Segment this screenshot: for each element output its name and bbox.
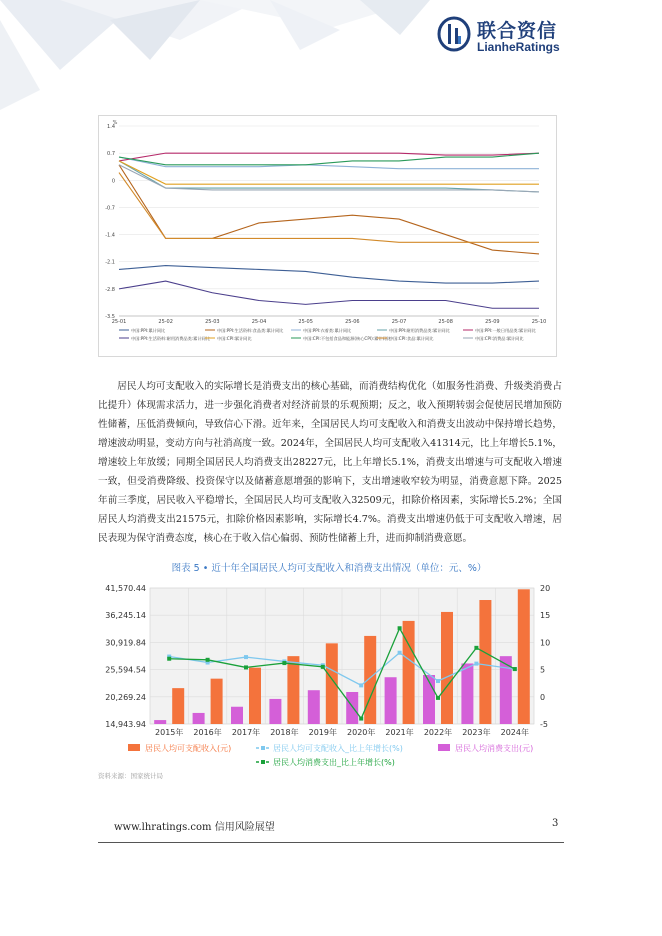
y-left-tick-label: 20,269.24 — [105, 692, 146, 702]
y-unit-label: % — [112, 120, 118, 126]
y-right-tick-label: 10 — [540, 638, 551, 648]
series-line — [119, 281, 539, 308]
x-tick-label: 2019年 — [308, 728, 337, 737]
x-tick-label: 25-10 — [531, 319, 547, 325]
growth-point — [359, 683, 363, 687]
footer-url[interactable]: www.lhratings.com 信用风险展望 — [114, 822, 275, 833]
income-bar — [441, 612, 453, 724]
legend-label: 居民人均消费支出(元) — [455, 744, 534, 753]
income-bar — [172, 688, 184, 724]
growth-point — [436, 679, 440, 683]
legend-label: 中国:PPI:衣着类:累计同比 — [303, 327, 352, 333]
x-tick-label: 2017年 — [231, 728, 261, 737]
growth-point — [244, 665, 248, 669]
legend-label: 中国:PPI:耐用消费品类:累计同比 — [389, 327, 450, 333]
page-number: 3 — [552, 818, 559, 829]
consumption-bar — [346, 692, 358, 724]
x-tick-label: 2016年 — [193, 728, 222, 737]
body-paragraph: 居民人均可支配收入的实际增长是消费支出的核心基础，而消费结构优化（如服务性消费、升级类消费占比提升）体现需求活力，进一步强化消费者对经济前景的乐观预期；反之，收入预期转弱会促使居民增加预防性储蓄，压低消费倾向，导致信心下滑。近年来，全国居民人均可支配收入和消费支出波动中保持增长趋势，增速波动明显，变动方向与社消高度一致。2024年，全国居民人均可支配收入41314元，比上年增长5.1%，增速较上年放缓；同期全国居民人均消费支出28227元，比上年增长5.1%，消费支出增速与可支配收入增速一致，但受消费降级、投资保守以及储蓄意愿增强的影响下，支出增速收窄较为明显，消费意愿下降。2025年前三季度，居民收入平稳增长，全国居民人均可支配收入32509元，扣除价格因素，实际增长5.2%；全国居民人均消费支出21575元，扣除价格因素影响，实际增长4.7%。消费支出增速仍低于可支配收入增速，居民表现为保守消费态度，核心在于收入信心偏弱、预防性储蓄上升，进而抑制消费意愿。 — [98, 381, 562, 544]
legend-label: 中国:CPI:不包括食品和能源(核心CPI):累计同比 — [303, 335, 391, 341]
brand-logo — [437, 14, 577, 58]
legend-label: 中国:PPI:累计同比 — [131, 327, 166, 333]
y-tick-label: 1.4 — [107, 124, 115, 130]
growth-point — [398, 626, 402, 630]
figure-caption: 图表 5 • 近十年全国居民人均可支配收入和消费支出情况（单位：元、%） — [171, 563, 487, 574]
legend-label: 居民人均消费支出_比上年增长(%) — [273, 758, 395, 767]
x-tick-label: 2015年 — [155, 728, 184, 737]
legend-label: 中国:PPI:一般日用品类:累计同比 — [475, 327, 536, 333]
consumption-bar — [269, 699, 281, 724]
y-left-tick-label: 41,570.44 — [105, 584, 146, 593]
x-tick-label: 25-07 — [391, 319, 407, 325]
y-tick-label: 0 — [111, 178, 115, 185]
price-index-chart — [98, 115, 557, 357]
income-bar — [211, 679, 223, 724]
income-bar — [518, 589, 530, 724]
growth-point — [167, 657, 171, 661]
x-tick-label: 25-04 — [251, 319, 267, 325]
income-bar — [249, 668, 261, 724]
y-tick-label: -1.4 — [105, 232, 115, 239]
growth-point — [321, 665, 325, 669]
x-tick-label: 25-01 — [111, 319, 127, 325]
x-tick-label: 25-08 — [438, 319, 453, 325]
y-right-tick-label: 0 — [540, 692, 546, 702]
x-tick-label: 2021年 — [385, 728, 414, 737]
y-left-tick-label: 14,943.94 — [105, 720, 146, 729]
x-tick-label: 2018年 — [270, 728, 299, 737]
legend-label: 居民人均可支配收入(元) — [145, 744, 232, 753]
x-tick-label: 25-02 — [158, 319, 173, 325]
price-index-chart-svg — [99, 116, 556, 356]
brand-name-cn: 联合资信 — [477, 20, 558, 42]
legend-label: 中国:CPI:食品:累计同比 — [389, 335, 434, 341]
x-tick-label: 25-03 — [205, 319, 220, 325]
income-bar — [479, 600, 491, 724]
y-right-tick-label: 15 — [540, 611, 551, 621]
y-left-tick-label: 36,245.14 — [105, 611, 146, 621]
income-consumption-chart — [98, 578, 562, 770]
legend-label: 中国:CPI:消费品:累计同比 — [475, 335, 524, 341]
y-tick-label: 0.7 — [107, 151, 115, 158]
x-tick-label: 25-05 — [298, 319, 313, 325]
x-tick-label: 25-09 — [485, 319, 500, 325]
growth-point — [436, 696, 440, 700]
x-tick-label: 2024年 — [500, 728, 529, 737]
footer-divider — [98, 842, 564, 843]
consumption-bar — [385, 677, 397, 724]
series-line — [119, 165, 539, 254]
consumption-bar — [308, 690, 320, 724]
legend-label: 居民人均可支配收入_比上年增长(%) — [273, 744, 403, 753]
income-bar — [364, 636, 376, 724]
brand-logo-icon — [437, 16, 471, 52]
growth-point — [513, 667, 517, 671]
y-tick-label: -2.1 — [105, 259, 115, 266]
income-consumption-chart-svg — [98, 578, 562, 770]
growth-point — [474, 662, 478, 666]
source-note: 资料来源：国家统计局 — [98, 772, 163, 780]
growth-point — [359, 717, 363, 721]
x-tick-label: 2022年 — [423, 728, 453, 737]
legend-swatch-marker — [261, 760, 265, 764]
y-right-tick-label: -5 — [540, 720, 548, 729]
x-tick-label: 2020年 — [347, 728, 376, 737]
y-tick-label: -2.8 — [105, 286, 115, 293]
y-left-tick-label: 25,594.54 — [105, 665, 146, 675]
legend-label: 中国:PPI:生活资料:食品类:累计同比 — [217, 327, 284, 333]
consumption-bar — [193, 713, 205, 724]
growth-point — [474, 646, 478, 650]
legend-swatch-marker — [261, 746, 265, 750]
y-left-tick-label: 30,919.84 — [105, 638, 146, 648]
legend-swatch — [438, 744, 450, 751]
x-tick-label: 2023年 — [462, 728, 491, 737]
y-right-tick-label: 5 — [540, 665, 546, 675]
y-tick-label: -0.7 — [105, 205, 115, 212]
growth-point — [282, 661, 286, 665]
legend-label: 中国:PPI:生活资料:耐用消费品类:累计同比 — [131, 335, 210, 341]
consumption-bar — [154, 720, 166, 724]
legend-label: 中国:CPI:累计同比 — [217, 335, 252, 341]
x-tick-label: 25-06 — [345, 319, 360, 325]
legend-swatch — [128, 744, 140, 751]
brand-name-en: LianheRatings — [477, 40, 560, 54]
income-bar — [287, 656, 299, 724]
growth-point — [206, 658, 210, 662]
y-tick-label: -3.5 — [105, 314, 115, 320]
growth-point — [244, 655, 248, 659]
consumption-bar — [231, 707, 243, 724]
y-right-tick-label: 20 — [540, 584, 551, 593]
growth-point — [398, 651, 402, 655]
consumption-bar — [461, 663, 473, 724]
series-line — [119, 266, 539, 283]
